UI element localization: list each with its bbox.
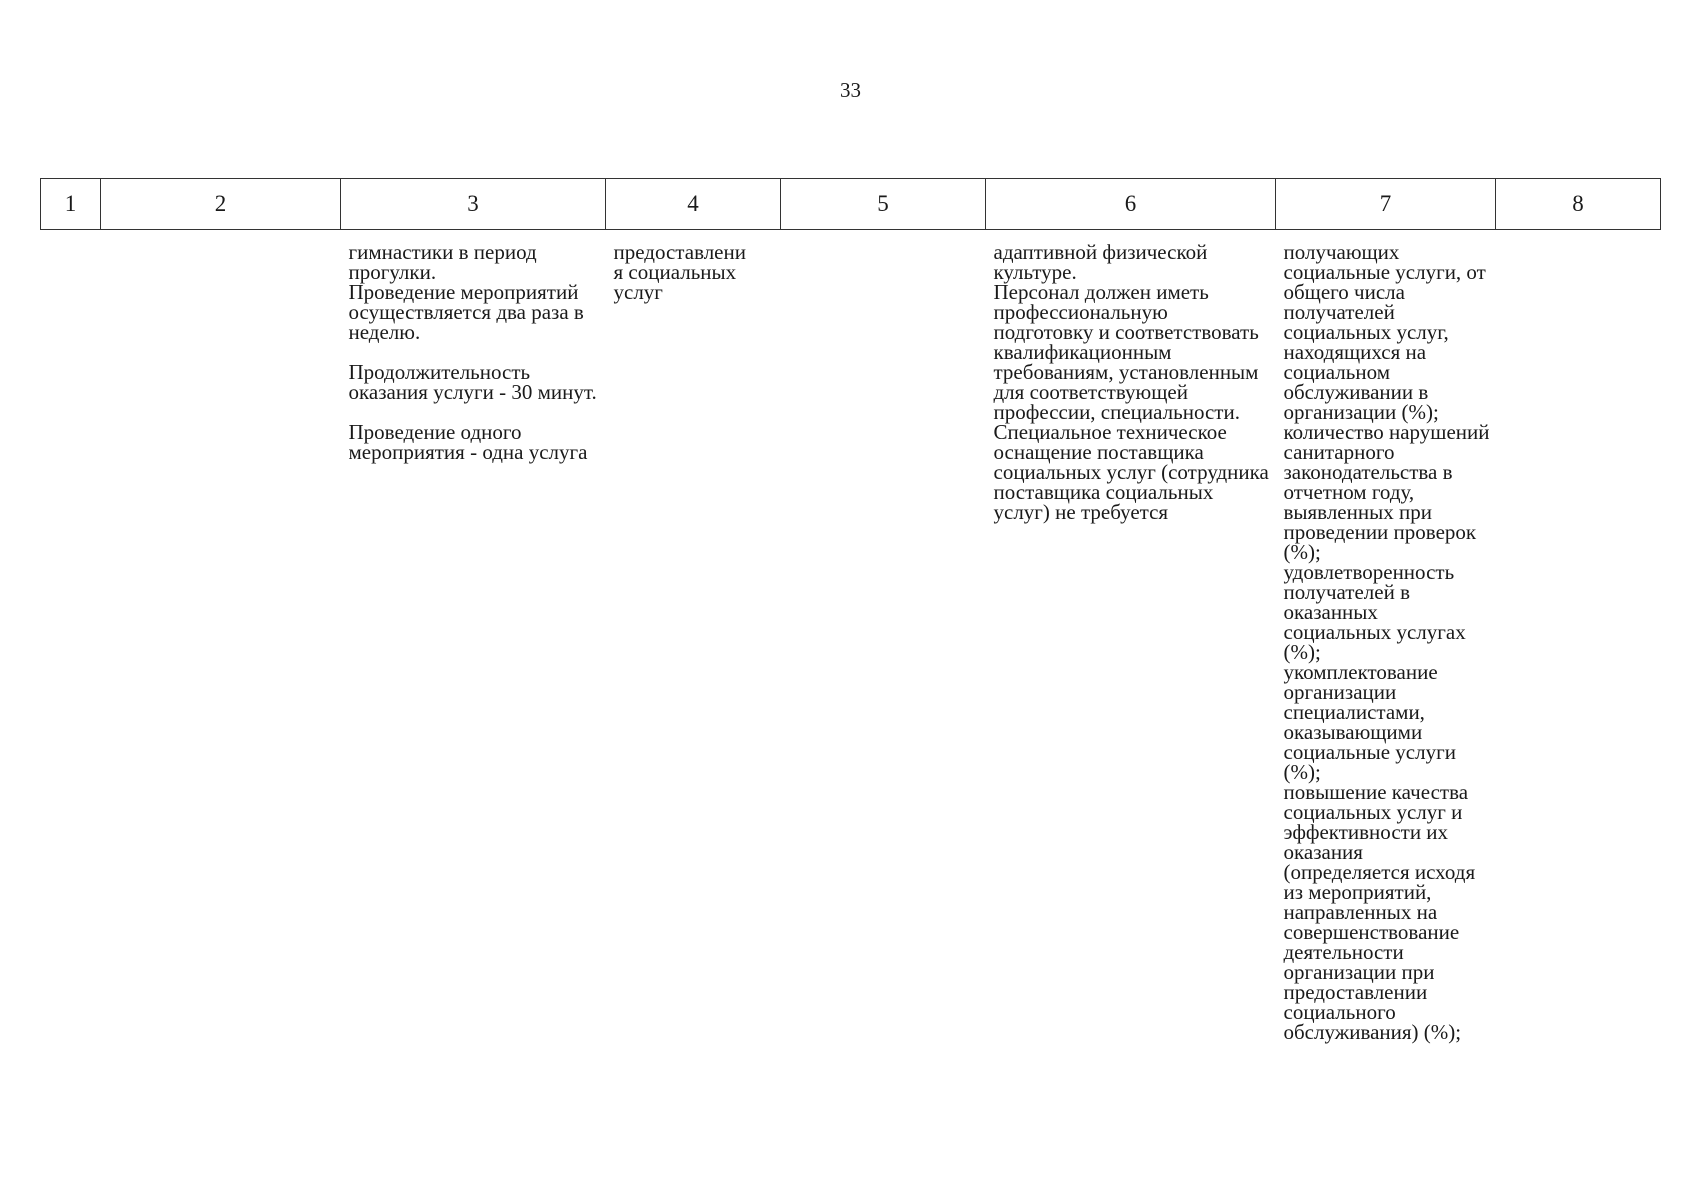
service-unit: Проведение одного мероприятия - одна услуга [348,420,588,464]
provision-text: предоставлени я социальных услуг [613,240,746,304]
service-duration: Продолжительность оказания услуги - 30 минут. [348,360,597,404]
service-description: гимнастики в период прогулки. Проведение мероприятий осуществляется два раза в неделю. [348,240,584,344]
cell-col-7 [1276,230,1496,1043]
table-row [41,230,1661,1043]
quality-indicators: получающих социальные услуги, от общего числа получателей социальных услуг, находящихся на социальном обслуживании в организации (%); количество нарушений санитарного законодательства в отчетном году, выявленных при проведении проверок (%); удовлетворенность получателей в оказанных социальных услугах (%); укомплектование организации специалистами, оказывающими социальные услуги (%); повышение качества социальных услуг и эффективности их оказания (определяется исходя из мероприятий, направленных на совершенствование деятельности организации при предоставлении социального обслуживания) (%); [1283,240,1490,1044]
cell-col-5 [781,230,986,1043]
services-table [40,178,1661,1042]
column-header-5: 5 [781,179,986,230]
cell-col-6 [986,230,1276,1043]
page-number: 33 [840,78,861,102]
cell-col-4 [606,230,781,1043]
staff-requirements: адаптивной физической культуре. Персонал должен иметь профессиональную подготовку и соответствовать квалификационным требованиям, установленным для соответствующей профессии, специальности. Специальное техническое оснащение поставщика социальных услуг (сотрудника поставщика социальных услуг) не требуется [993,240,1269,524]
column-header-2: 2 [101,179,341,230]
column-header-3: 3 [341,179,606,230]
column-header-6: 6 [986,179,1276,230]
column-header-8: 8 [1496,179,1661,230]
column-header-7: 7 [1276,179,1496,230]
cell-col-2 [101,230,341,1043]
cell-col-8 [1496,230,1661,1043]
column-header-4: 4 [606,179,781,230]
cell-col-3 [341,230,606,1043]
cell-col-1 [41,230,101,1043]
column-header-1: 1 [41,179,101,230]
header-row [41,179,1661,230]
